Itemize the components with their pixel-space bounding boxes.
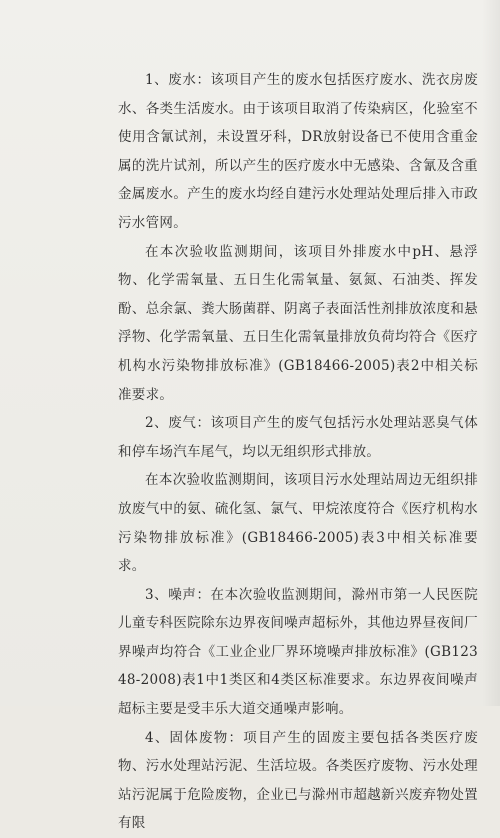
paragraph-wastewater-monitoring: 在本次验收监测期间，该项目外排废水中pH、悬浮物、化学需氧量、五日生化需氧量、氨氮、石油类、挥发酚、总余氯、粪大肠菌群、阴离子表面活性剂排放浓度和悬浮物、化学需氧量、五日生化需氧量排放负荷均符合《医疗机构水污染物排放标准》(GB18466-2005)表2中相关标准要求。 xyxy=(118,243,478,403)
paragraph-exhaust-gas: 2、废气：该项目产生的废气包括污水处理站恶臭气体和停车场汽车尾气，均以无组织形式排放。 xyxy=(118,415,478,460)
scan-edge-shadow xyxy=(482,0,500,706)
paragraph-wastewater: 1、废水：该项目产生的废水包括医疗废水、洗衣房废水、各类生活废水。由于该项目取消了传染病区，化验室不使用含氰试剂，未设置牙科，DR放射设备已不使用含重金属的洗片试剂，所以产生的医疗废水中无感染、含氰及含重金属废水。产生的废水均经自建污水处理站处理后排入市政污水管网。 xyxy=(118,72,478,231)
paragraph-exhaust-gas-monitoring: 在本次验收监测期间，该项目污水处理站周边无组织排放废气中的氨、硫化氢、氯气、甲烷浓度符合《医疗机构水污染物排放标准》(GB18466-2005)表3中相关标准要求。 xyxy=(118,472,478,575)
paragraph-noise: 3、噪声：在本次验收监测期间，滁州市第一人民医院儿童专科医院除东边界夜间噪声超标外，其他边界昼夜间厂界噪声均符合《工业企业厂界环境噪声排放标准》(GB12348-2008)表1中1类区和4类区标准要求。东边界夜间噪声超标主要是受丰乐大道交通噪声影响。 xyxy=(118,586,478,718)
document-body xyxy=(118,66,478,838)
paragraph-solid-waste: 4、固体废物：项目产生的固废主要包括各类医疗废物、污水处理站污泥、生活垃圾。各类医疗废物、污水处理站污泥属于危险废物，企业已与滁州市超越新兴废弃物处置有限 xyxy=(118,729,478,832)
